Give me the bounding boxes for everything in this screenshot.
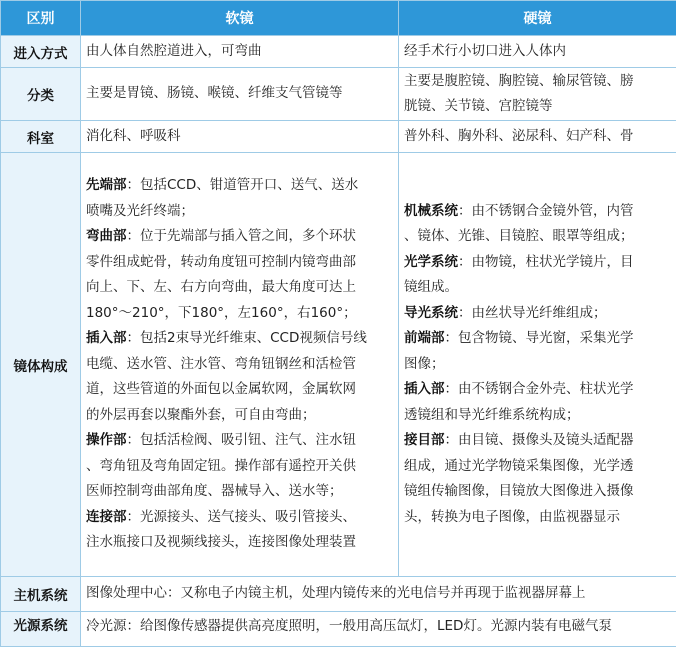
- soft-cell: 主要是胃镜、肠镜、喉镜、纤维支气管镜等: [81, 68, 399, 121]
- text-line: 注水瓶接口及视频线接头，连接图像处理装置: [86, 534, 356, 551]
- text-line: [404, 326, 671, 352]
- rigid-cell: [399, 68, 676, 121]
- text-line: 电缆、送水管、注水管、弯角钮钢丝和活检管: [86, 355, 356, 372]
- row-label: 光源系统: [1, 612, 81, 647]
- eye-text: ：由目镜、摄像头及镜头适配器: [444, 432, 634, 449]
- text-line: 180°～210°，下180°，左160°，右160°；: [86, 304, 357, 321]
- text-line: 镜组成。: [404, 279, 458, 296]
- guide-title: 导光系统: [404, 304, 458, 321]
- rigid-structure-cell: [399, 153, 676, 577]
- bend-text: ：位于先端部与插入管之间，多个环状: [126, 228, 356, 245]
- optic-title: 光学系统: [404, 253, 458, 270]
- text-line: 的外层再套以聚酯外套，可自由弯曲；: [86, 406, 316, 423]
- row-label: 镜体构成: [1, 153, 81, 577]
- text-line: 镜组传输图像，目镜放大图像进入摄像: [404, 483, 634, 500]
- row-entry-method: [1, 36, 676, 68]
- text-line: 医师控制弯曲部角度、器械导入、送水等；: [86, 483, 343, 500]
- rigid-insert-text: ：由不锈钢合金外壳、柱状光学: [444, 381, 634, 398]
- mech-text: ：由不锈钢合金镜外管，内管: [458, 202, 634, 219]
- text-line: 图像；: [404, 355, 445, 372]
- bend-title: 弯曲部: [86, 228, 127, 245]
- header-difference: 区别: [1, 1, 81, 36]
- row-host-system: [1, 577, 676, 612]
- text-line: [404, 377, 671, 403]
- mech-title: 机械系统: [404, 202, 458, 219]
- row-label: 主机系统: [1, 577, 81, 612]
- text-line: 零件组成蛇骨，转动角度钮可控制内镜弯曲部: [86, 253, 356, 270]
- text-line: [404, 250, 671, 276]
- text-line: 、镜体、光锥、目镜腔、眼罩等组成；: [404, 228, 634, 245]
- header-row: [1, 1, 676, 36]
- text-line: 、弯角钮及弯角固定钮。操作部有遥控开关供: [86, 457, 356, 474]
- text-line: [86, 326, 393, 352]
- row-light-system: [1, 612, 676, 647]
- conn-text: ：光源接头、送气接头、吸引管接头、: [126, 508, 356, 525]
- insert-title: 插入部: [86, 330, 127, 347]
- text-line: [404, 428, 671, 454]
- soft-cell: 由人体自然腔道进入，可弯曲: [81, 36, 399, 68]
- text-line: 胱镜、关节镜、宫腔镜等: [404, 98, 553, 114]
- conn-title: 连接部: [86, 508, 127, 525]
- header-rigid-scope: 硬镜: [399, 1, 676, 36]
- text-line: [86, 224, 393, 250]
- insert-text: ：包括2束导光纤维束、CCD视频信号线: [126, 330, 367, 347]
- rigid-insert-title: 插入部: [404, 381, 445, 398]
- host-cell: 图像处理中心：又称电子内镜主机，处理内镜传来的光电信号并再现于监视器屏幕上: [81, 577, 676, 612]
- row-structure: [1, 153, 676, 577]
- row-label: 科室: [1, 121, 81, 153]
- row-category: [1, 68, 676, 121]
- tip-text: ：包括CCD、钳道管开口、送气、送水: [126, 177, 359, 194]
- guide-text: ：由丝状导光纤维组成；: [458, 304, 607, 321]
- optic-text: ：由物镜，柱状光学镜片，目: [458, 253, 634, 270]
- text-line: [86, 428, 393, 454]
- eye-title: 接目部: [404, 432, 445, 449]
- text-line: 喷嘴及光纤终端；: [86, 202, 194, 219]
- row-label: 进入方式: [1, 36, 81, 68]
- row-department: [1, 121, 676, 153]
- rigid-cell: 经手术行小切口进入人体内: [399, 36, 676, 68]
- rigid-cell: 普外科、胸外科、泌尿科、妇产科、骨: [399, 121, 676, 153]
- text-line: 组成，通过光学物镜采集图像，光学透: [404, 457, 634, 474]
- front-text: ：包含物镜、导光窗，采集光学: [444, 330, 634, 347]
- row-label: 分类: [1, 68, 81, 121]
- op-text: ：包括活检阀、吸引钮、注气、注水钮: [126, 432, 356, 449]
- soft-cell: 消化科、呼吸科: [81, 121, 399, 153]
- op-title: 操作部: [86, 432, 127, 449]
- text-line: 道，这些管道的外面包以金属软网，金属软网: [86, 381, 356, 398]
- text-line: [86, 173, 393, 199]
- text-line: 头，转换为电子图像，由监视器显示: [404, 508, 620, 525]
- text-line: [404, 301, 671, 327]
- header-soft-scope: 软镜: [81, 1, 399, 36]
- text-line: [86, 505, 393, 531]
- text-line: [404, 199, 671, 225]
- front-title: 前端部: [404, 330, 445, 347]
- light-cell: 冷光源：给图像传感器提供高亮度照明，一般用高压氙灯，LED灯。光源内装有电磁气泵: [81, 612, 676, 647]
- soft-structure-cell: [81, 153, 399, 577]
- text-line: 向上、下、左、右方向弯曲，最大角度可达上: [86, 279, 356, 296]
- text-line: 透镜组和导光纤维系统构成；: [404, 406, 580, 423]
- tip-title: 先端部: [86, 177, 127, 194]
- text-line: 主要是腹腔镜、胸腔镜、输尿管镜、膀: [404, 72, 634, 89]
